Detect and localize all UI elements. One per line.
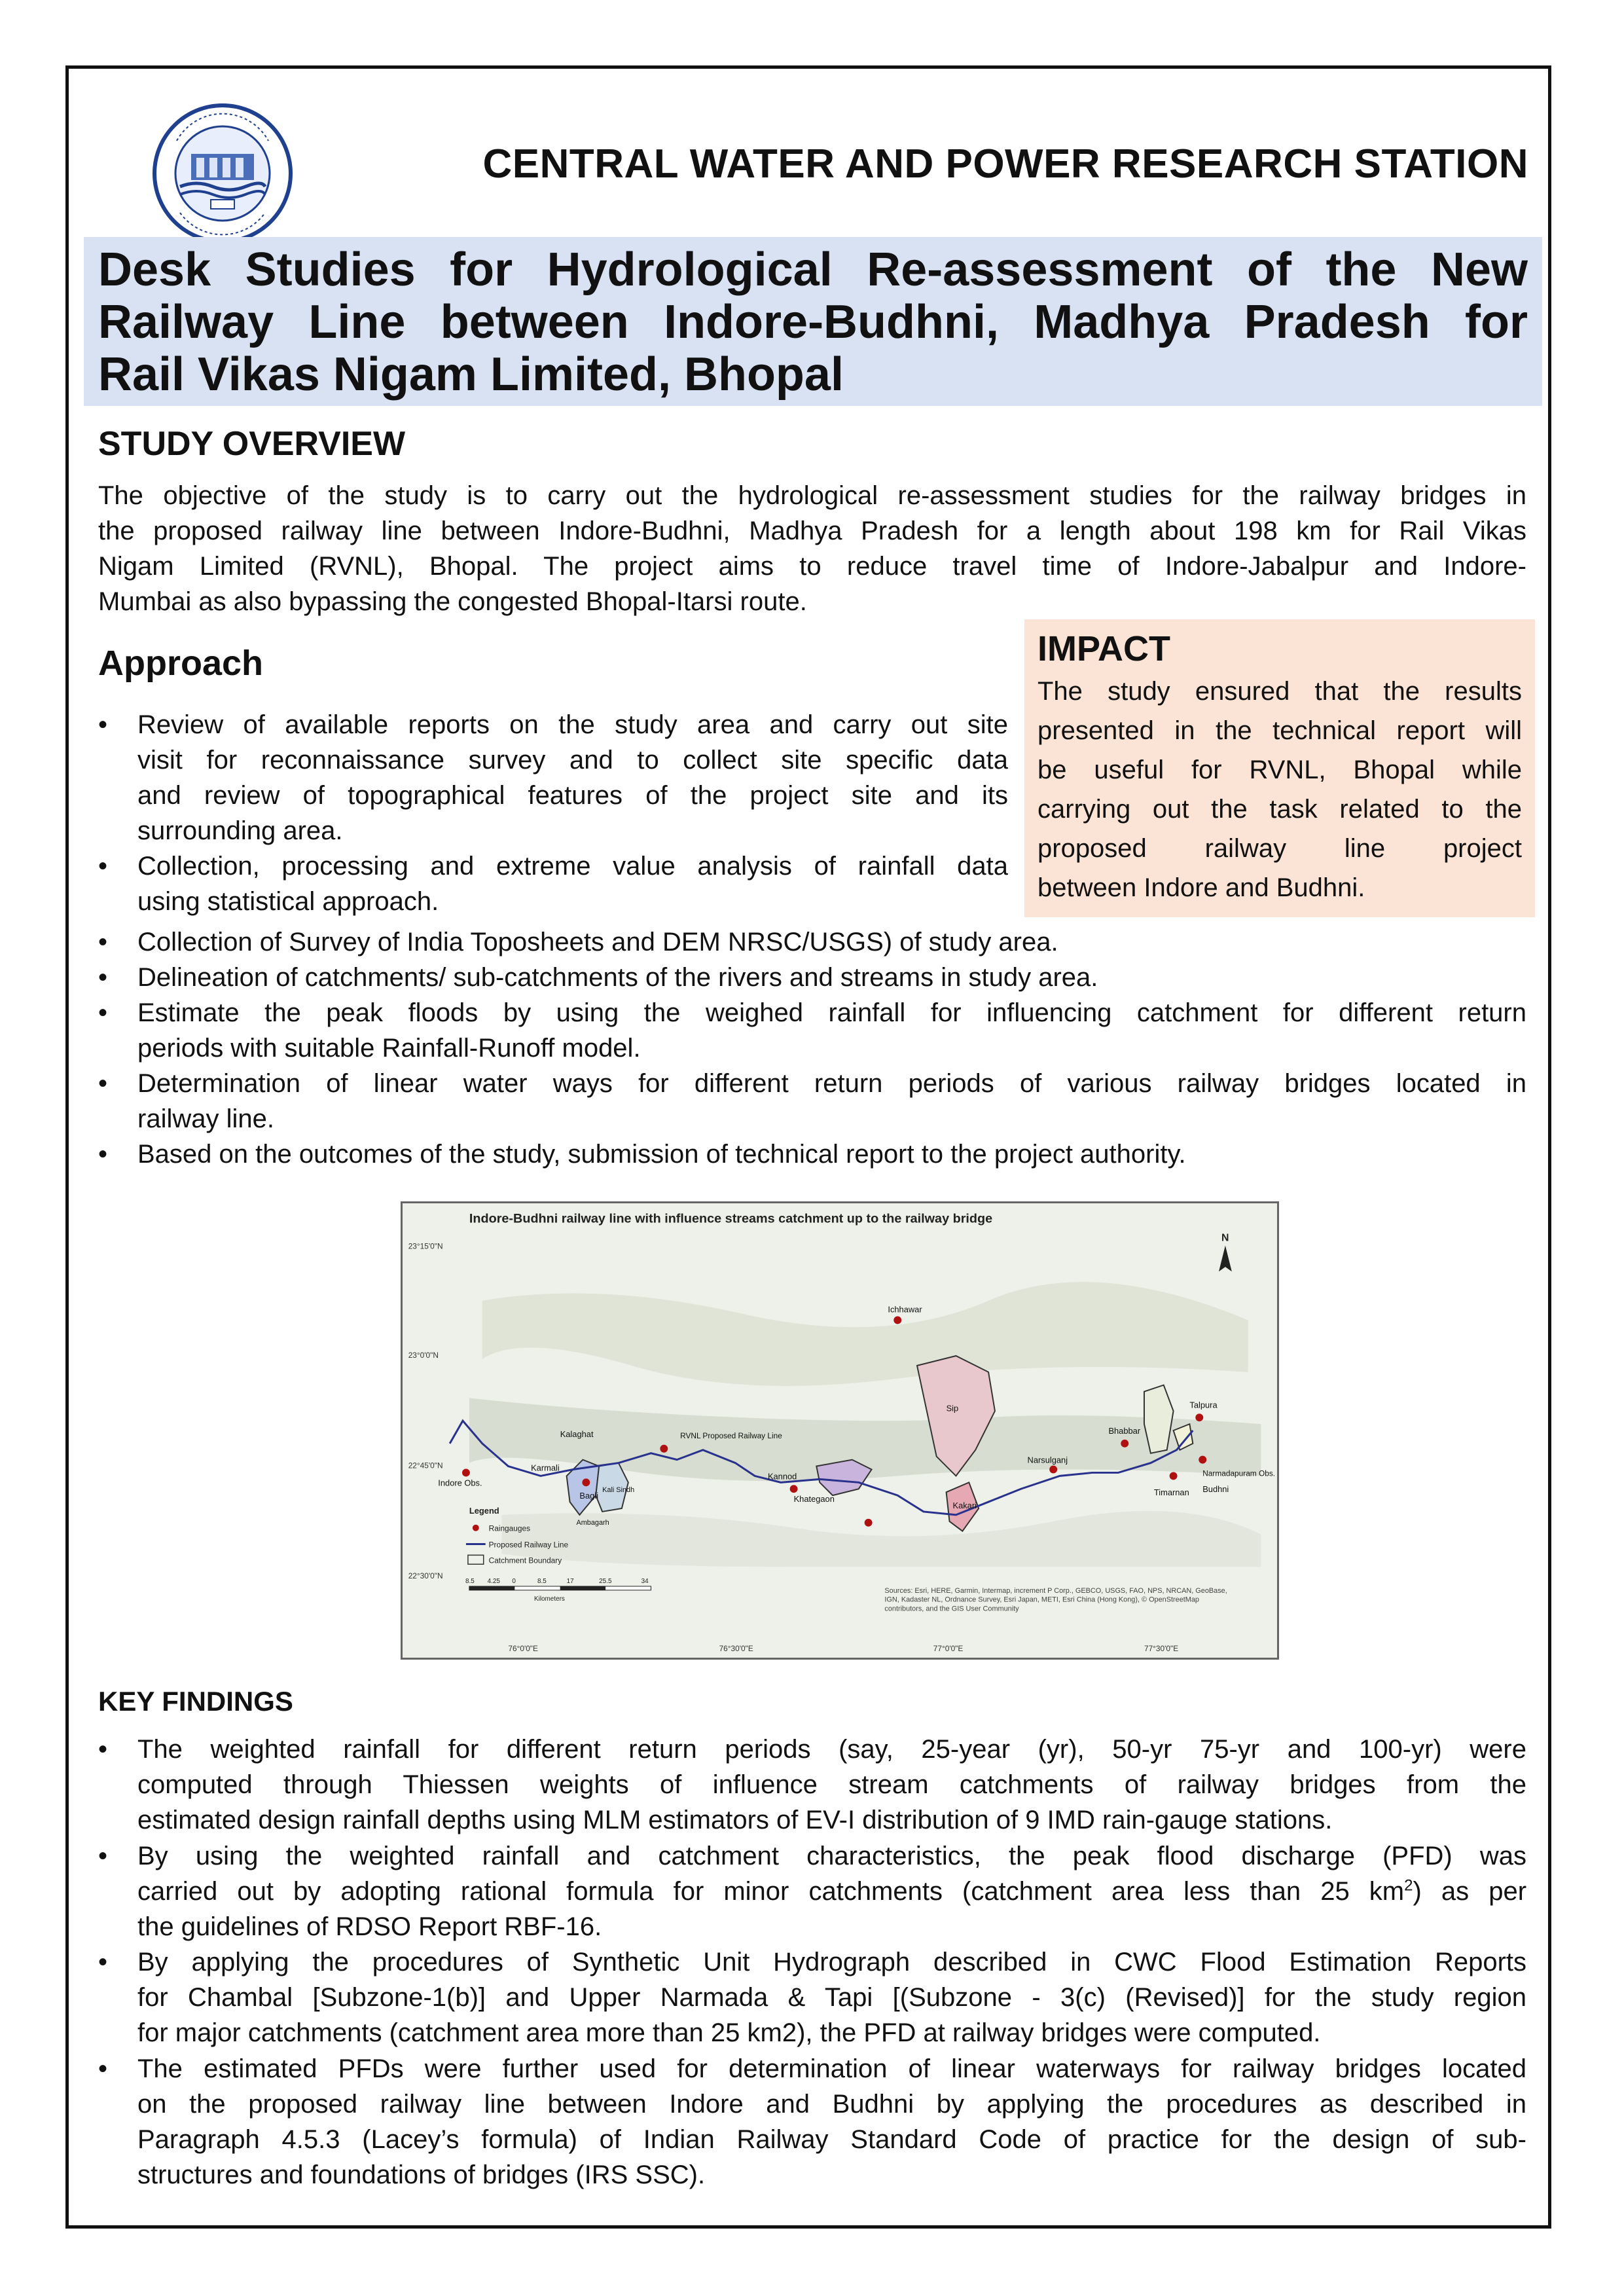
scale-tick: 0 <box>512 1577 516 1585</box>
scale-tick: 17 <box>566 1577 574 1585</box>
bullet-icon: • <box>98 710 108 739</box>
overview-line: Nigam Limited (RVNL), Bhopal. The project aims to reduce travel time of Indore-Jabalpur and Indore- <box>98 552 1526 581</box>
raingauge-marker <box>1195 1413 1203 1421</box>
impact-heading: IMPACT <box>1038 629 1170 668</box>
approach-line: periods with suitable Rainfall-Runoff model. <box>137 1034 641 1063</box>
raingauge-marker <box>462 1468 470 1476</box>
raingauge-marker <box>1199 1456 1206 1464</box>
place-label: Kalaghat <box>560 1429 594 1439</box>
raingauge-marker <box>1049 1466 1057 1474</box>
lat-label: 22°45'0"N <box>408 1461 443 1470</box>
raingauge-marker <box>1170 1472 1178 1480</box>
approach-line: surrounding area. <box>137 816 343 845</box>
finding-line: the guidelines of RDSO Report RBF-16. <box>137 1912 602 1941</box>
title-line-1: Desk Studies for Hydrological Re-assessment of the New <box>98 244 1528 296</box>
lon-label: 77°0'0"E <box>933 1644 964 1654</box>
place-label: Sip <box>946 1403 959 1413</box>
north-label: N <box>1221 1232 1229 1244</box>
overview-line: the proposed railway line between Indore-Budhni, Madhya Pradesh for a length about 198 km for Rail Vikas <box>98 517 1526 545</box>
impact-line: The study ensured that the results <box>1038 677 1522 706</box>
finding-line: on the proposed railway line between Indore and Budhni by applying the procedures as described in <box>137 2090 1526 2119</box>
finding-line: Paragraph 4.5.3 (Lacey’s formula) of Indian Railway Standard Code of practice for the design of sub- <box>137 2125 1526 2154</box>
place-label: Talpura <box>1189 1400 1218 1410</box>
finding-line: for major catchments (catchment area more than 25 km2), the PFD at railway bridges were computed. <box>137 2018 1321 2047</box>
bullet-icon: • <box>98 1842 108 1870</box>
overview-paragraph <box>98 478 1526 619</box>
place-label: Narmadapuram Obs. <box>1202 1468 1276 1478</box>
approach-line: Estimate the peak floods by using the weighed rainfall for influencing catchment for different return <box>137 998 1526 1027</box>
finding-line: The estimated PFDs were further used for determination of linear waterways for railway bridges located <box>137 2054 1526 2083</box>
finding-text: carried out by adopting rational formula for minor catchments (catchment area less than 25 km <box>137 1877 1405 1906</box>
bullet-icon: • <box>98 963 108 992</box>
finding-line: By applying the procedures of Synthetic Unit Hydrograph described in CWC Flood Estimation Reports <box>137 1948 1526 1977</box>
lon-label: 76°30'0"E <box>719 1644 753 1654</box>
impact-text <box>1038 672 1522 907</box>
place-label: Ambagarh <box>576 1518 609 1527</box>
finding-line: for Chambal [Subzone-1(b)] and Upper Narmada & Tapi [(Subzone - 3(c) (Revised)] for the study region <box>137 1983 1526 2012</box>
findings-heading: KEY FINDINGS <box>98 1686 293 1717</box>
map-credits: Sources: Esri, HERE, Garmin, Intermap, increment P Corp., GEBCO, USGS, FAO, NPS, NRCAN, GeoBase, <box>884 1586 1227 1595</box>
scale-tick: 8.5 <box>465 1577 475 1585</box>
approach-line: Collection of Survey of India Toposheets and DEM NRSC/USGS) of study area. <box>137 928 1058 957</box>
title-line-3: Rail Vikas Nigam Limited, Bhopal <box>98 348 844 401</box>
approach-line: and review of topographical features of the project site and its <box>137 781 1008 810</box>
title-line-2: Railway Line between Indore-Budhni, Madhya Pradesh for <box>98 296 1528 348</box>
finding-line: structures and foundations of bridges (IRS SSC). <box>137 2160 706 2189</box>
lat-label: 22°30'0"N <box>408 1571 443 1581</box>
place-label: Karmali <box>531 1463 560 1473</box>
legend-raingauge-icon <box>473 1525 479 1531</box>
approach-line: Determination of linear water ways for different return periods of various railway bridges located in <box>137 1069 1526 1098</box>
cwprs-emblem-icon <box>151 101 295 246</box>
bullet-icon: • <box>98 928 108 957</box>
place-label: Bagli <box>579 1491 599 1501</box>
title-banner <box>84 237 1542 406</box>
impact-box <box>1024 619 1535 917</box>
legend-item: Proposed Railway Line <box>488 1540 569 1550</box>
legend-item: Raingauges <box>488 1523 531 1533</box>
approach-line: Review of available reports on the study area and carry out site <box>137 710 1008 739</box>
impact-line: proposed railway line project <box>1038 834 1522 863</box>
lat-label: 23°0'0"N <box>408 1350 439 1360</box>
bullet-icon: • <box>98 1948 108 1977</box>
place-label: Timarnan <box>1153 1487 1189 1498</box>
impact-line: between Indore and Budhni. <box>1038 873 1365 902</box>
finding-line: The weighted rainfall for different return periods (say, 25-year (yr), 50-yr 75-yr and 100-yr) were <box>137 1735 1526 1764</box>
place-label: RVNL Proposed Railway Line <box>680 1430 782 1440</box>
scale-tick: 25.5 <box>599 1577 612 1585</box>
legend-title: Legend <box>469 1505 499 1516</box>
map-title: Indore-Budhni railway line with influence streams catchment up to the railway bridge <box>469 1211 993 1226</box>
raingauge-marker <box>865 1519 873 1527</box>
place-label: Kali Sindh <box>602 1486 635 1495</box>
approach-line: railway line. <box>137 1104 274 1133</box>
study-area-map <box>401 1201 1279 1660</box>
finding-line <box>137 1874 1526 1909</box>
finding-line: estimated design rainfall depths using MLM estimators of EV-I distribution of 9 IMD rain-gauge stations. <box>137 1806 1333 1834</box>
legend-item: Catchment Boundary <box>488 1556 562 1565</box>
lon-label: 76°0'0"E <box>508 1644 538 1654</box>
superscript: 2 <box>1404 1876 1413 1895</box>
scale-tick: 34 <box>641 1577 649 1585</box>
raingauge-marker <box>790 1485 798 1493</box>
map-credits: IGN, Kadaster NL, Ordnance Survey, Esri Japan, METI, Esri China (Hong Kong), © OpenStreetMap <box>884 1595 1199 1604</box>
approach-line: using statistical approach. <box>137 887 439 916</box>
approach-heading: Approach <box>98 644 264 683</box>
org-name: CENTRAL WATER AND POWER RESEARCH STATION <box>482 141 1528 187</box>
impact-line: carrying out the task related to the <box>1038 795 1522 824</box>
scale-tick: 8.5 <box>537 1577 547 1585</box>
approach-line: Delineation of catchments/ sub-catchments of the rivers and streams in study area. <box>137 963 1098 992</box>
place-label: Budhni <box>1202 1484 1229 1495</box>
finding-text: ) as per <box>1413 1877 1527 1906</box>
lon-label: 77°30'0"E <box>1144 1644 1179 1654</box>
impact-line: presented in the technical report will <box>1038 716 1522 745</box>
bullet-icon: • <box>98 1735 108 1764</box>
place-label: Narsulganj <box>1027 1455 1068 1465</box>
overview-line: The objective of the study is to carry out the hydrological re-assessment studies for the railway bridges in <box>98 481 1526 510</box>
place-label: Khategaon <box>793 1494 835 1504</box>
place-label: Kakari <box>952 1500 977 1510</box>
finding-line: By using the weighted rainfall and catchment characteristics, the peak flood discharge (PFD) was <box>137 1842 1526 1870</box>
bullet-icon: • <box>98 2054 108 2083</box>
approach-line: visit for reconnaissance survey and to collect site specific data <box>137 746 1008 774</box>
lat-label: 23°15'0"N <box>408 1241 443 1251</box>
raingauge-marker <box>660 1445 668 1453</box>
place-label: Bhabbar <box>1108 1425 1141 1436</box>
raingauge-marker <box>893 1317 901 1324</box>
scale-unit: Kilometers <box>534 1595 565 1603</box>
raingauge-marker <box>582 1478 590 1486</box>
finding-line: computed through Thiessen weights of influence stream catchments of railway bridges from the <box>137 1770 1526 1799</box>
bullet-icon: • <box>98 998 108 1027</box>
bullet-icon: • <box>98 1069 108 1098</box>
scale-tick: 4.25 <box>487 1577 500 1585</box>
overview-line: Mumbai as also bypassing the congested Bhopal-Itarsi route. <box>98 587 807 616</box>
place-label: Indore Obs. <box>438 1478 482 1488</box>
place-label: Ichhawar <box>888 1304 922 1315</box>
bullet-icon: • <box>98 852 108 881</box>
approach-line: Based on the outcomes of the study, submission of technical report to the project authority. <box>137 1140 1186 1169</box>
place-label: Kannod <box>767 1471 797 1482</box>
overview-heading: STUDY OVERVIEW <box>98 425 406 463</box>
bullet-icon: • <box>98 1140 108 1169</box>
map-credits: contributors, and the GIS User Community <box>884 1605 1019 1613</box>
raingauge-marker <box>1121 1440 1128 1448</box>
impact-line: be useful for RVNL, Bhopal while <box>1038 756 1522 784</box>
approach-line: Collection, processing and extreme value analysis of rainfall data <box>137 852 1008 881</box>
